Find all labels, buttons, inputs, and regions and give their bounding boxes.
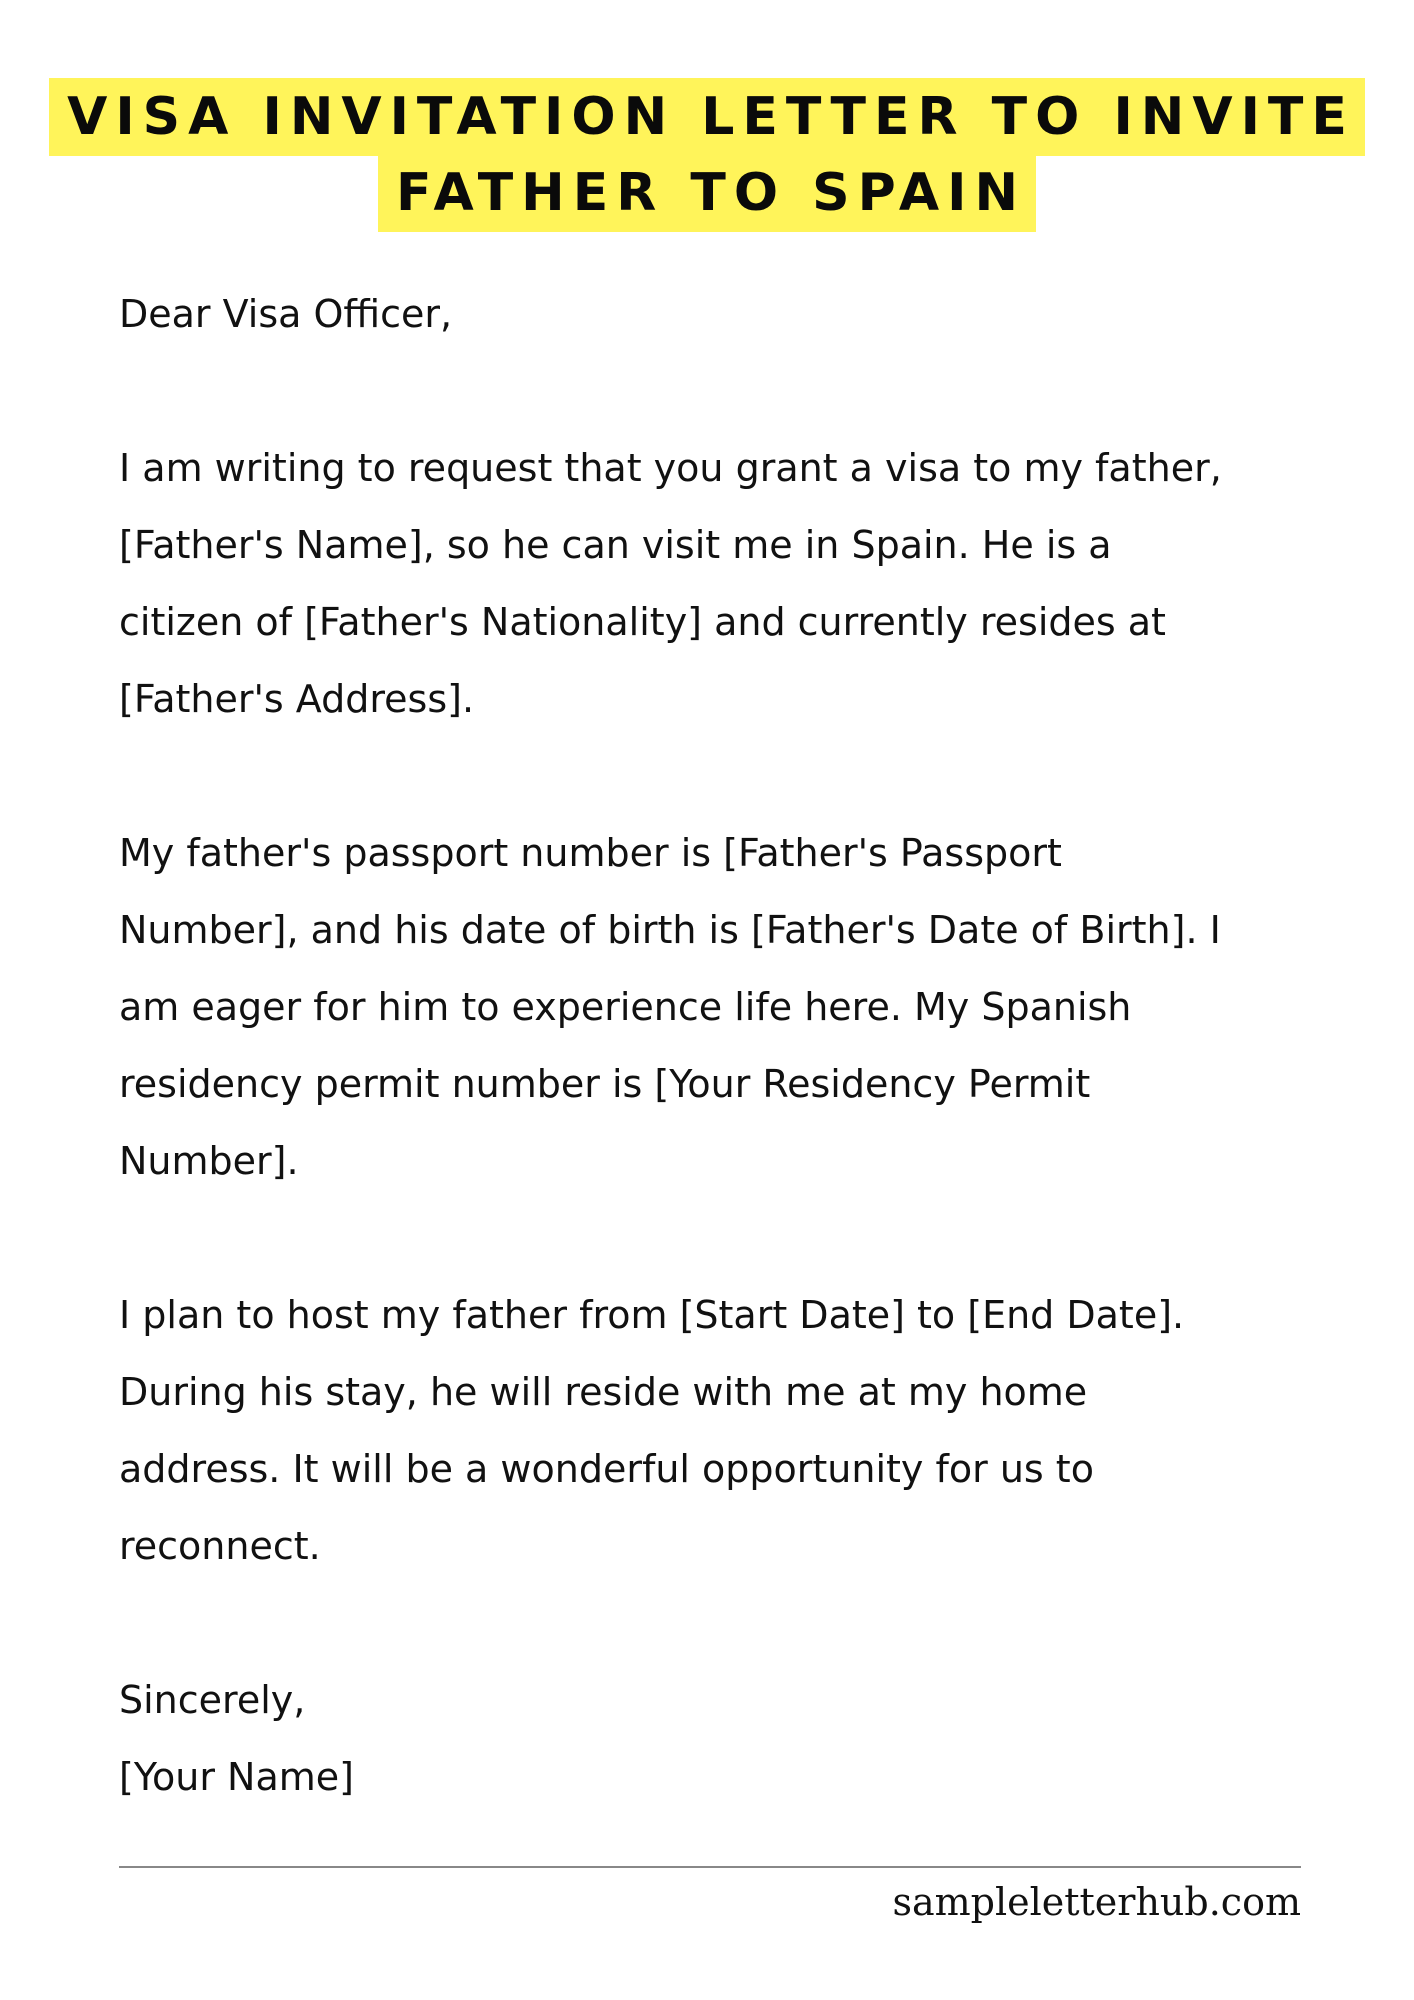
paragraph-request — [119, 430, 1359, 738]
paragraph-line: I am writing to request that you grant a visa to my father, — [119, 446, 1222, 490]
paragraph-gap — [119, 353, 1359, 430]
paragraph-line: [Father's Name], so he can visit me in Spain. He is a — [119, 523, 1112, 567]
paragraph-stay — [119, 1277, 1359, 1585]
paragraph-line: residency permit number is [Your Residency Permit — [119, 1062, 1091, 1106]
paragraph-passport — [119, 815, 1359, 1200]
paragraph-line: Number], and his date of birth is [Father's Date of Birth]. I — [119, 908, 1221, 952]
paragraph-line: During his stay, he will reside with me at my home — [119, 1370, 1088, 1414]
title-line-1: VISA INVITATION LETTER TO INVITE — [49, 78, 1365, 156]
paragraph-line: address. It will be a wonderful opportunity for us to — [119, 1447, 1094, 1491]
paragraph-line: My father's passport number is [Father's Passport — [119, 831, 1062, 875]
footer-divider — [119, 1866, 1301, 1868]
paragraph-gap — [119, 738, 1359, 815]
paragraph-line: [Father's Address]. — [119, 677, 475, 721]
paragraph-line: reconnect. — [119, 1524, 321, 1568]
paragraph-line: Number]. — [119, 1139, 299, 1183]
salutation: Dear Visa Officer, — [119, 292, 453, 336]
letter-title — [0, 78, 1414, 232]
footer-website: sampleletterhub.com — [892, 1880, 1301, 1924]
paragraph-gap — [119, 1200, 1359, 1277]
signature-placeholder: [Your Name] — [119, 1755, 354, 1799]
paragraph-line: I plan to host my father from [Start Date] to [End Date]. — [119, 1293, 1185, 1337]
paragraph-gap — [119, 1585, 1359, 1662]
title-line-2: FATHER TO SPAIN — [378, 154, 1036, 232]
letter-body — [119, 276, 1359, 1816]
paragraph-line: citizen of [Father's Nationality] and currently resides at — [119, 600, 1166, 644]
closing: Sincerely, — [119, 1678, 306, 1722]
paragraph-line: am eager for him to experience life here. My Spanish — [119, 985, 1132, 1029]
